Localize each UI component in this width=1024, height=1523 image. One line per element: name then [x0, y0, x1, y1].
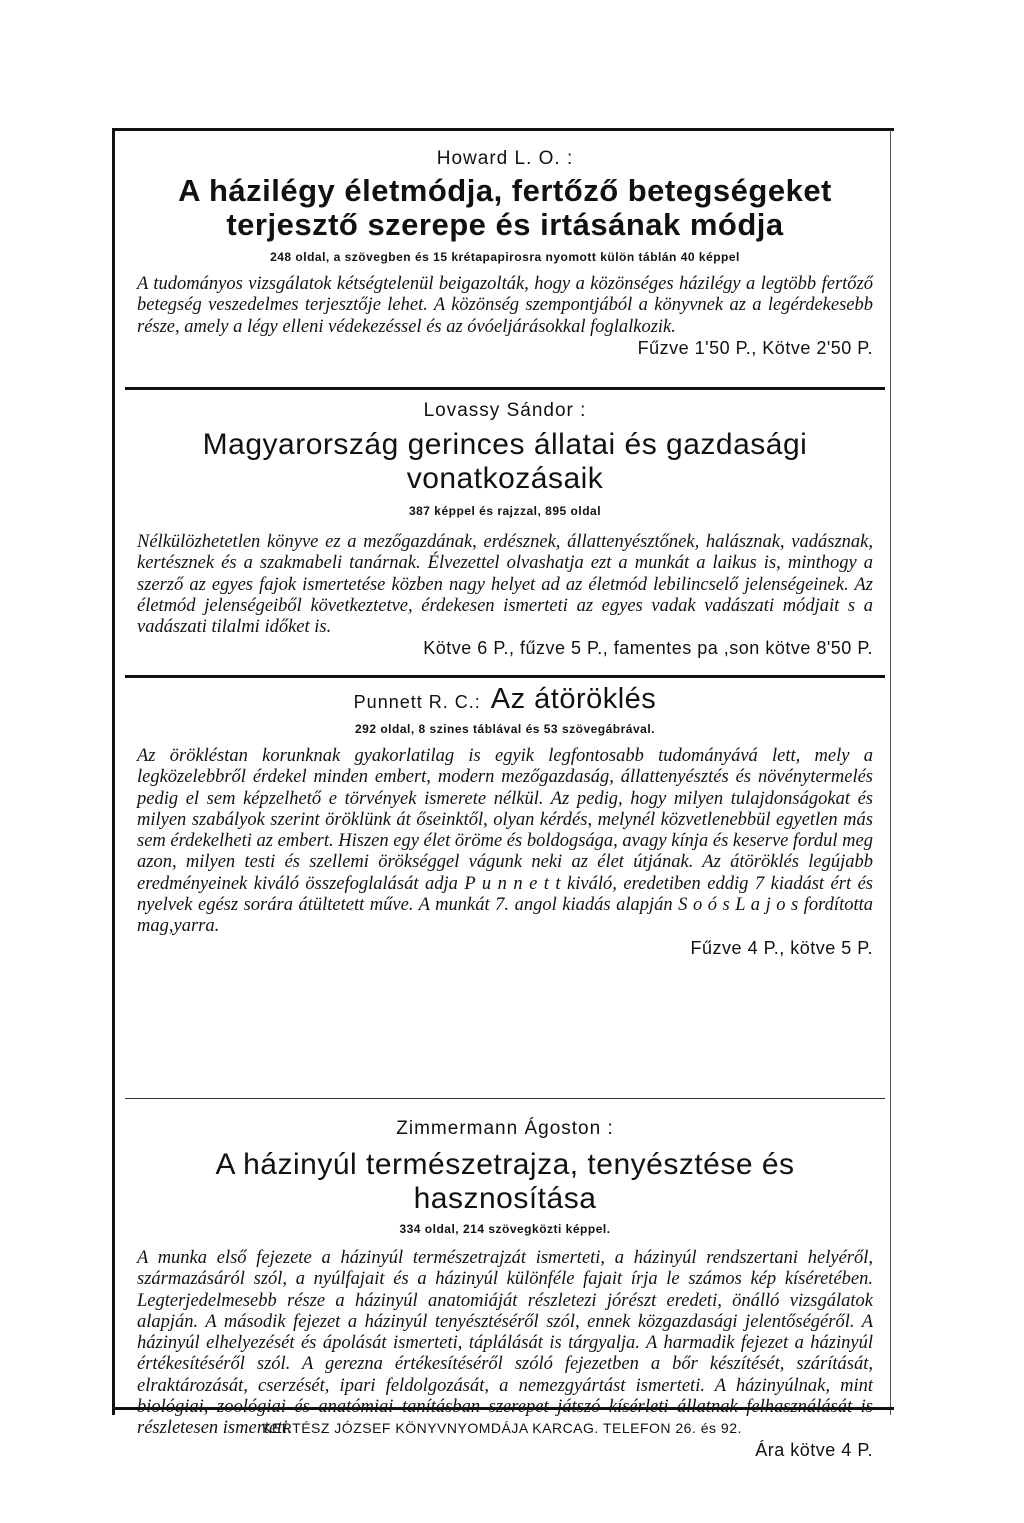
book-meta: 334 oldal, 214 szövegközti képpel.: [399, 1222, 611, 1236]
book-title: Magyarország gerinces állatai és gazdasági vonatkozásaik: [202, 428, 808, 495]
book-price: Kötve 6 P., fűzve 5 P., famentes pa ,son kötve 8'50 P.: [423, 638, 873, 659]
bottom-border: [112, 1407, 894, 1410]
book-meta: 248 oldal, a szövegben és 15 krétapapirosra nyomott külön táblán 40 képpel: [270, 250, 740, 264]
section-divider: [125, 675, 885, 678]
book-author: Howard L. O. :: [436, 148, 574, 169]
book-description: Nélkülözhetetlen könyve ez a mezőgazdának, erdésznek, állattenyésztőnek, halásznak, vadásznak, kertésznek és a szakmabeli tanárnak. Élvezettel olvashatja ezt a munkát a laikus is, minthogy a szerző az egyes fajok ismertetése közben nagy helyet ad az életmód lebilincselő jelenségeinek. Az életmód jelenségeiből következtetve, érdekesen ismerteti az egyes vadak vadászati módjait s a vadászati tilalmi időket is.: [137, 532, 873, 638]
book-ad-howard: [137, 148, 873, 359]
book-author: Zimmermann Ágoston :: [396, 1118, 614, 1139]
book-title: A házinyúl természetrajza, tenyésztése és hasznosítása: [215, 1148, 795, 1215]
book-ad-punnett: [137, 682, 873, 959]
book-meta: 292 oldal, 8 szines táblával és 53 szövegábrával.: [355, 722, 655, 736]
book-title: Az átöröklés: [490, 683, 657, 715]
book-ad-lovassy: [137, 400, 873, 659]
book-description: A munka első fejezete a házinyúl természetrajzát ismerteti, a házinyúl rendszertani helyéről, származásáról szól, a nyúlfajait és a házinyúl különféle fajait írja le számos kép kíséretében. Legterjedelmesebb része a házinyúl anatomiáját részletezi jórészt eredeti, önálló vizsgálatok alapján. A második fejezet a házinyúl tenyésztéséről szól, ennek közgazdasági jelentőségéről. A házinyúl elhelyezését és ápolását ismerteti, táplálását is tárgyalja. A harmadik fejezet a házinyúl értékesítéséről szól. A gerezna értékesítéséről szóló fejezetben a bőr készítését, szárítását, elraktározását, cserzését, ipari feldolgozását, a nemezgyártást ismerteti. A házinyúlnak, mint biológiai, zoológiai és anatómiai tanításban szerepet játszó kísérleti állatnak felhasználását is részletesen ismerteti.: [137, 1248, 873, 1439]
book-heading: [137, 682, 873, 716]
section-divider: [125, 1098, 885, 1099]
book-description: Az örökléstan korunknak gyakorlatilag is egyik legfontosabb tudományává lett, mely a legközelebbről érdekel minden embert, modern mezőgazdaság, állattenyésztés és növénytermelés pedig el sem képzelhető e törvények ismerete nélkül. Az pedig, hogy milyen tulajdonságokat és milyen szabályok szerint öröklünk át őseinktől, olyan kérdés, melynél közvetlenebbül egyetlen más sem érdekelheti az embert. Hiszen egy élet öröme és boldogsága, avagy kínja és keserve fordul meg azon, milyen testi és szellemi örökséggel vágunk neki az élet útjának. Az átöröklés legújabb eredményeinek kiváló összefoglalását adja P u n n e t t kiváló, eredetiben eddig 7 kiadást ért és nyelvek egész sorára átültetett műve. A munkát 7. angol kiadás alapján S o ó s L a j o s fordította mag,yarra.: [137, 746, 873, 937]
book-description: A tudományos vizsgálatok kétségtelenül beigazolták, hogy a közönséges házilégy a legtöbb fertőző betegség veszedelmes terjesztője lehet. A közönség szempontjából a könyvnek az a legérdekesebb része, amely a légy elleni védekezéssel és az óvóeljárásokkal foglalkozik.: [137, 274, 873, 337]
section-divider: [125, 387, 885, 390]
printer-footer: KERTÉSZ JÓZSEF KÖNYVNYOMDÁJA KARCAG. TELEFON 26. és 92.: [262, 1420, 742, 1436]
book-meta: 387 képpel és rajzzal, 895 oldal: [408, 504, 602, 518]
book-author: Lovassy Sándor :: [423, 400, 587, 421]
book-author: Punnett R. C.:: [353, 692, 481, 712]
book-price: Fűzve 1'50 P., Kötve 2'50 P.: [637, 337, 873, 358]
book-price: Ára kötve 4 P.: [755, 1439, 873, 1460]
book-price: Fűzve 4 P., kötve 5 P.: [690, 937, 873, 958]
book-title: A házilégy életmódja, fertőző betegségeket terjesztő szerepe és irtásának módja: [178, 173, 832, 242]
